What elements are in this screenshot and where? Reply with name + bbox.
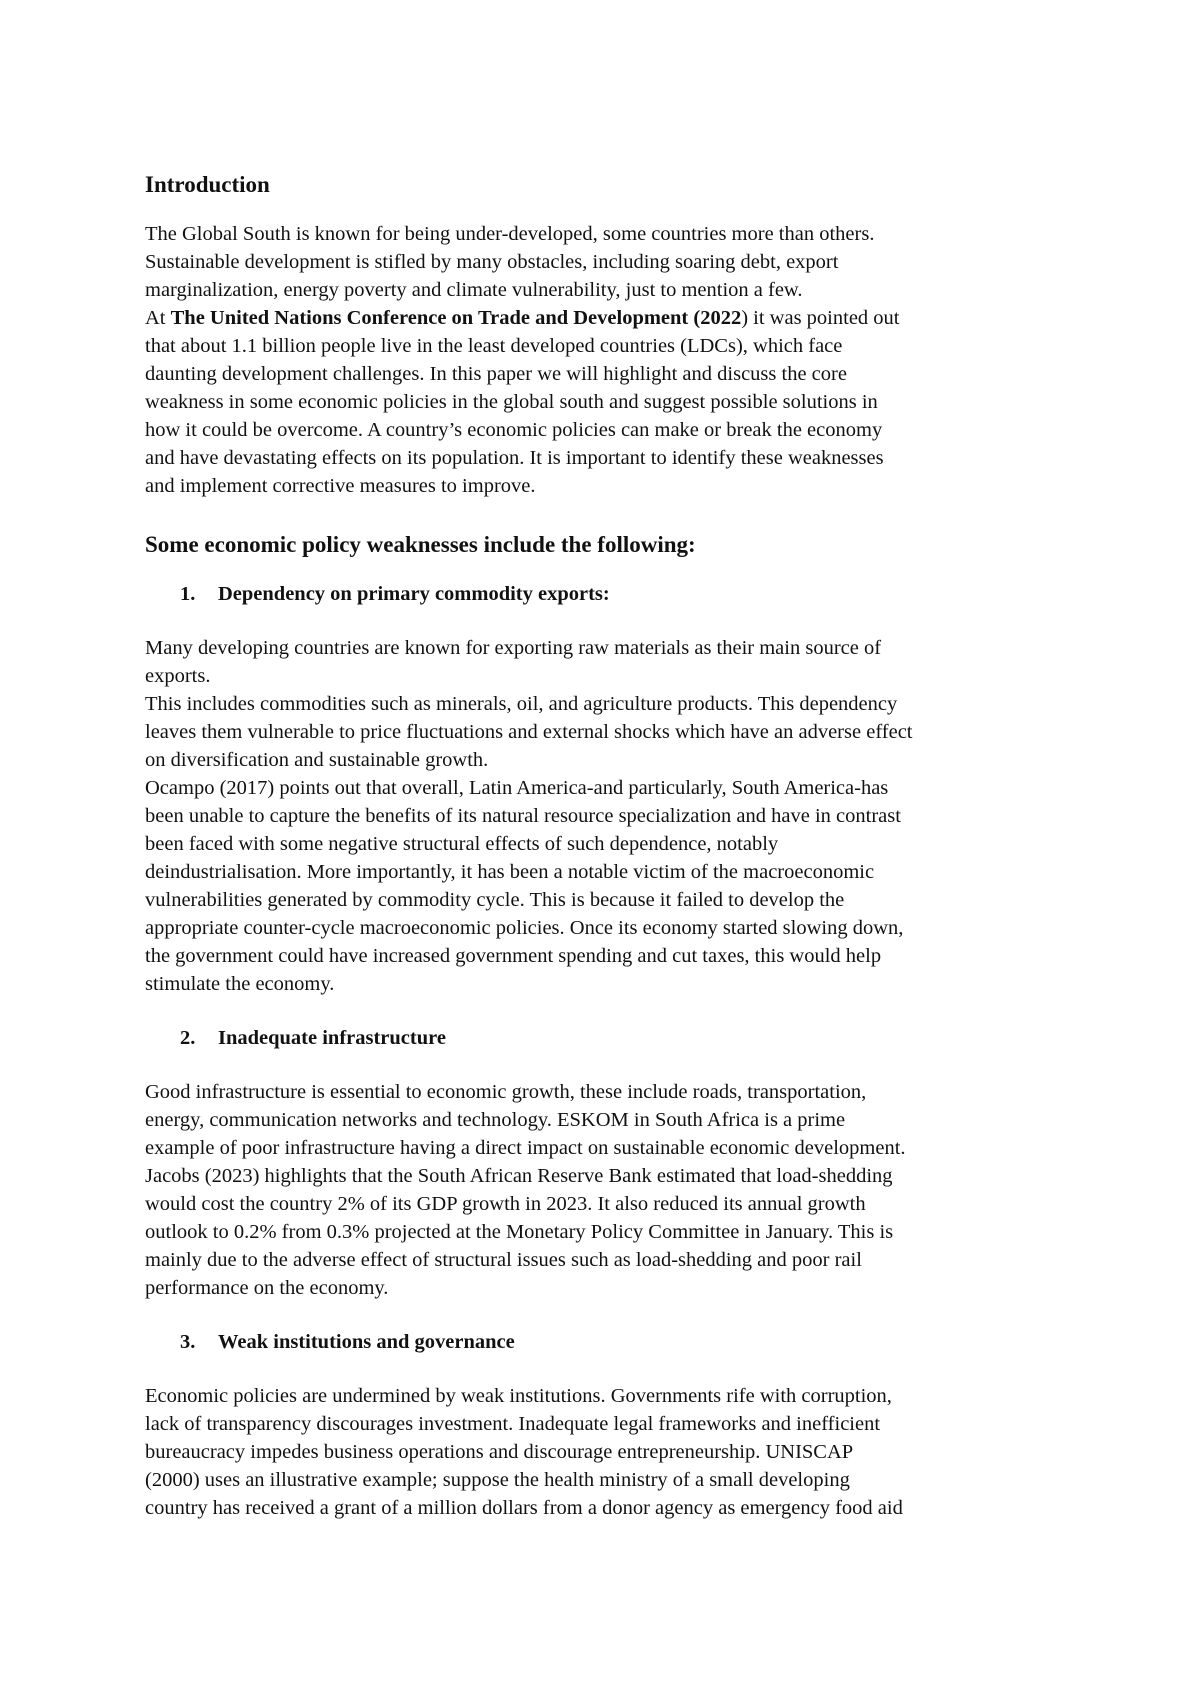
text-line: that about 1.1 billion people live in the least developed countries (LDCs), which face	[145, 335, 843, 357]
text-line: Economic policies are undermined by weak institutions. Governments rife with corruption,	[145, 1385, 892, 1407]
text-line: on diversification and sustainable growth.	[145, 749, 489, 771]
text-prefix: At	[145, 307, 171, 329]
text-line-unctad	[145, 304, 1070, 332]
text-line: marginalization, energy poverty and climate vulnerability, just to mention a few.	[145, 279, 803, 301]
item-1-paragraph	[145, 634, 1070, 998]
text-line: weakness in some economic policies in the global south and suggest possible solutions in	[145, 391, 878, 413]
text-line: example of poor infrastructure having a direct impact on sustainable economic development.	[145, 1137, 906, 1159]
text-line: would cost the country 2% of its GDP growth in 2023. It also reduced its annual growth	[145, 1193, 866, 1215]
list-item-title: Inadequate infrastructure	[218, 1027, 446, 1049]
item-3-paragraph	[145, 1382, 1070, 1522]
text-line: Ocampo (2017) points out that overall, Latin America-and particularly, South America-has	[145, 777, 889, 799]
text-line: The Global South is known for being under-developed, some countries more than others.	[145, 223, 875, 245]
heading-weaknesses: Some economic policy weaknesses include the following:	[145, 532, 696, 557]
text-line: outlook to 0.2% from 0.3% projected at the Monetary Policy Committee in January. This is	[145, 1221, 894, 1243]
text-line: daunting development challenges. In this paper we will highlight and discuss the core	[145, 363, 847, 385]
text-line: bureaucracy impedes business operations and discourage entrepreneurship. UNISCAP	[145, 1441, 854, 1463]
text-line: Good infrastructure is essential to economic growth, these include roads, transportation,	[145, 1081, 867, 1103]
text-line: and implement corrective measures to improve.	[145, 475, 536, 497]
list-number: 1.	[180, 583, 196, 605]
text-line: (2000) uses an illustrative example; suppose the health ministry of a small developing	[145, 1469, 850, 1491]
text-line: lack of transparency discourages investment. Inadequate legal frameworks and inefficient	[145, 1413, 881, 1435]
text-suffix: ) it was pointed out	[741, 307, 900, 329]
unctad-citation: The United Nations Conference on Trade and Development (2022	[170, 307, 742, 329]
text-line: appropriate counter-cycle macroeconomic policies. Once its economy started slowing down,	[145, 917, 904, 939]
text-line: and have devastating effects on its population. It is important to identify these weaknesses	[145, 447, 884, 469]
text-line: country has received a grant of a million dollars from a donor agency as emergency food aid	[145, 1497, 903, 1519]
list-number: 3.	[180, 1331, 196, 1353]
text-line: mainly due to the adverse effect of structural issues such as load-shedding and poor rail	[145, 1249, 862, 1271]
text-line: Jacobs (2023) highlights that the South African Reserve Bank estimated that load-shedding	[145, 1165, 893, 1187]
text-line: the government could have increased government spending and cut taxes, this would help	[145, 945, 882, 967]
text-line: how it could be overcome. A country’s economic policies can make or break the economy	[145, 419, 883, 441]
text-line: Many developing countries are known for exporting raw materials as their main source of	[145, 637, 882, 659]
text-line: energy, communication networks and technology. ESKOM in South Africa is a prime	[145, 1109, 846, 1131]
text-line: stimulate the economy.	[145, 973, 335, 995]
list-item-title: Dependency on primary commodity exports:	[218, 583, 610, 605]
item-2-paragraph	[145, 1078, 1070, 1302]
text-line: vulnerabilities generated by commodity cycle. This is because it failed to develop the	[145, 889, 845, 911]
document-page	[145, 170, 1070, 1548]
heading-introduction: Introduction	[145, 172, 270, 197]
list-item-heading-2	[180, 1024, 1070, 1052]
text-line: been faced with some negative structural effects of such dependence, notably	[145, 833, 779, 855]
text-line: performance on the economy.	[145, 1277, 389, 1299]
text-line: Sustainable development is stifled by many obstacles, including soaring debt, export	[145, 251, 839, 273]
intro-paragraph	[145, 220, 1070, 500]
text-line: exports.	[145, 665, 211, 687]
text-line: This includes commodities such as minerals, oil, and agriculture products. This dependency	[145, 693, 898, 715]
list-item-title: Weak institutions and governance	[218, 1331, 515, 1353]
text-line: leaves them vulnerable to price fluctuations and external shocks which have an adverse effect	[145, 721, 913, 743]
list-item-heading-1	[180, 580, 1070, 608]
text-line: been unable to capture the benefits of its natural resource specialization and have in contrast	[145, 805, 901, 827]
text-line: deindustrialisation. More importantly, it has been a notable victim of the macroeconomic	[145, 861, 875, 883]
list-item-heading-3	[180, 1328, 1070, 1356]
list-number: 2.	[180, 1027, 196, 1049]
